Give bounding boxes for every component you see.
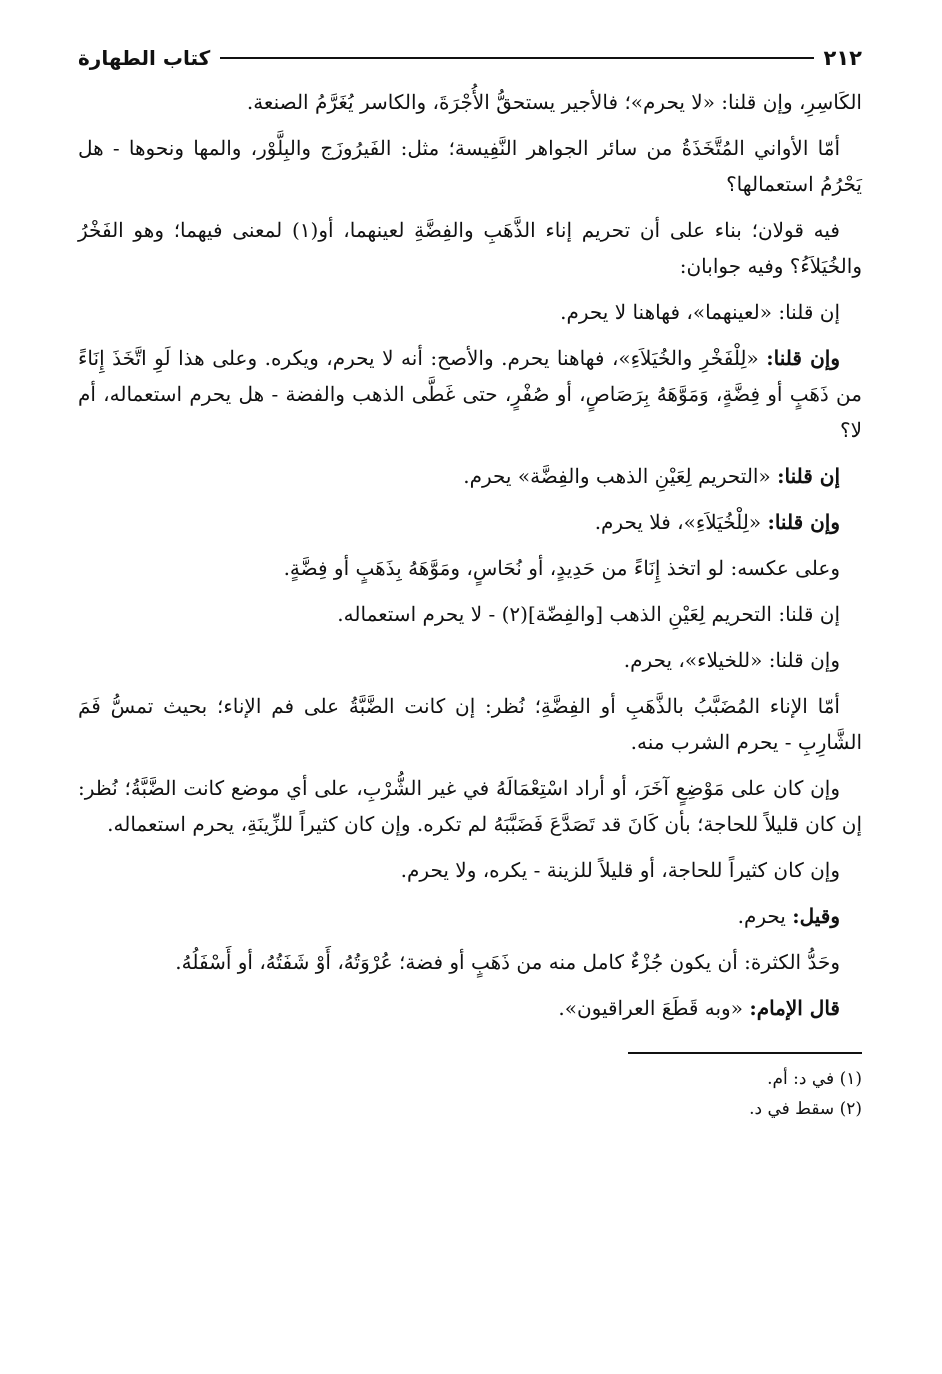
paragraph-lead: وإن قلنا: [766,346,840,370]
body-text [78,84,862,1026]
paragraph-lead: وإن قلنا: [767,510,840,534]
footnote-rule [628,1052,862,1054]
header-rule [220,57,813,59]
paragraph-text: وإن كان كثيراً للحاجة، أو قليلاً للزينة - يكره، ولا يحرم. [400,858,840,882]
paragraph [78,84,862,120]
paragraph-text: «التحريم لِعَيْنِ الذهب والفِضَّة» يحرم. [463,464,778,488]
paragraph [78,642,862,678]
paragraph-text: يحرم. [737,904,793,928]
paragraph [78,770,862,842]
paragraph [78,130,862,202]
paragraph-text: «لِلْفَخْرِ والخُيَلاَءِ»، فهاهنا يحرم. والأصح: أنه لا يحرم، ويكره. وعلى هذا لَوِ اتَّخَذَ إِنَاءً من ذَهَبٍ أو فِضَّةٍ، وَمَوَّهَهُ بِرَصَاصٍ، أو صُفْرٍ، حتى غَطَّى الذهب والفضة - هل يحرم استعماله، أم لا؟ [78,346,862,442]
footnote: (٢) سقط في د. [749,1099,862,1119]
book-page [78,36,862,1336]
paragraph [78,504,862,540]
paragraph-text: وإن كان على مَوْضِعٍ آخَرَ، أو أراد اسْتِعْمَالَهُ في غير الشُّرْبِ، على أي موضع كانت الضَّبَّةُ؛ نُظر: إن كان قليلاً للحاجة؛ بأن كَانَ قد تَصَدَّعَ فَضَبَّبَهُ لم تكره. وإن كان كثيراً للزِّينَةِ، يحرم استعماله. [78,776,862,836]
book-title: كتاب الطهارة [78,46,211,70]
paragraph [78,990,862,1026]
paragraph-text: وإن قلنا: «للخيلاء»، يحرم. [623,648,840,672]
paragraph-text: «وبه قَطَعَ العراقيون». [558,996,750,1020]
paragraph-text: أمّا الإناء المُضَبَّبُ بالذَّهَبِ أو الفِضَّةِ؛ نُظر: إن كانت الضَّبَّةُ على فم الإناء؛ بحيث تمسُّ فَمَ الشَّارِبِ - يحرم الشرب منه. [78,694,862,754]
paragraph-text: إن قلنا: «لعينهما»، فهاهنا لا يحرم. [560,300,840,324]
paragraph [78,458,862,494]
paragraph-text: أمّا الأواني المُتَّخَذَةُ من سائر الجواهر النَّفِيسة؛ مثل: الفَيرُوزَج والبِلَّوْر، والمها ونحوها - هل يَحْرُمُ استعمالها؟ [78,136,862,196]
footnotes [78,1064,862,1124]
paragraph-lead: وقيل: [792,904,840,928]
paragraph [78,852,862,888]
paragraph-text: وعلى عكسه: لو اتخذ إِنَاءً من حَدِيدٍ، أو نُحَاسٍ، ومَوَّهَهُ بِذَهَبٍ أو فِضَّةٍ. [283,556,840,580]
paragraph [78,294,862,330]
page-number: ٢١٢ [823,46,862,70]
paragraph [78,898,862,934]
paragraph [78,944,862,980]
paragraph-text: الكَاسِرِ، وإن قلنا: «لا يحرم»؛ فالأجير يستحقُّ الأُجْرَةَ، والكاسر يُغَرَّمُ الصنعة. [246,90,862,114]
paragraph [78,550,862,586]
paragraph [78,688,862,760]
paragraph [78,212,862,284]
paragraph-text: وحَدُّ الكثرة: أن يكون جُزْءٌ كامل منه من ذَهَبٍ أو فضة؛ عُرْوَتُهُ، أَوْ شَفَتُهُ، أو أَسْفَلُهُ. [175,950,840,974]
paragraph-text: «لِلْخُيَلاَءِ»، فلا يحرم. [594,510,768,534]
paragraph [78,340,862,448]
footnote: (١) في د: أم. [767,1069,862,1089]
paragraph-text: فيه قولان؛ بناء على أن تحريم إناء الذَّهَبِ والفِضَّةِ لعينهما، أو(١) لمعنى فيهما؛ وهو الفَخْرُ والخُيَلاَءُ؟ وفيه جوابان: [78,218,862,278]
paragraph-lead: قال الإمام: [749,996,840,1020]
paragraph [78,596,862,632]
paragraph-text: إن قلنا: التحريم لِعَيْنِ الذهب [والفِضّة](٢) - لا يحرم استعماله. [337,602,840,626]
page-header [78,36,862,80]
paragraph-lead: إن قلنا: [777,464,840,488]
